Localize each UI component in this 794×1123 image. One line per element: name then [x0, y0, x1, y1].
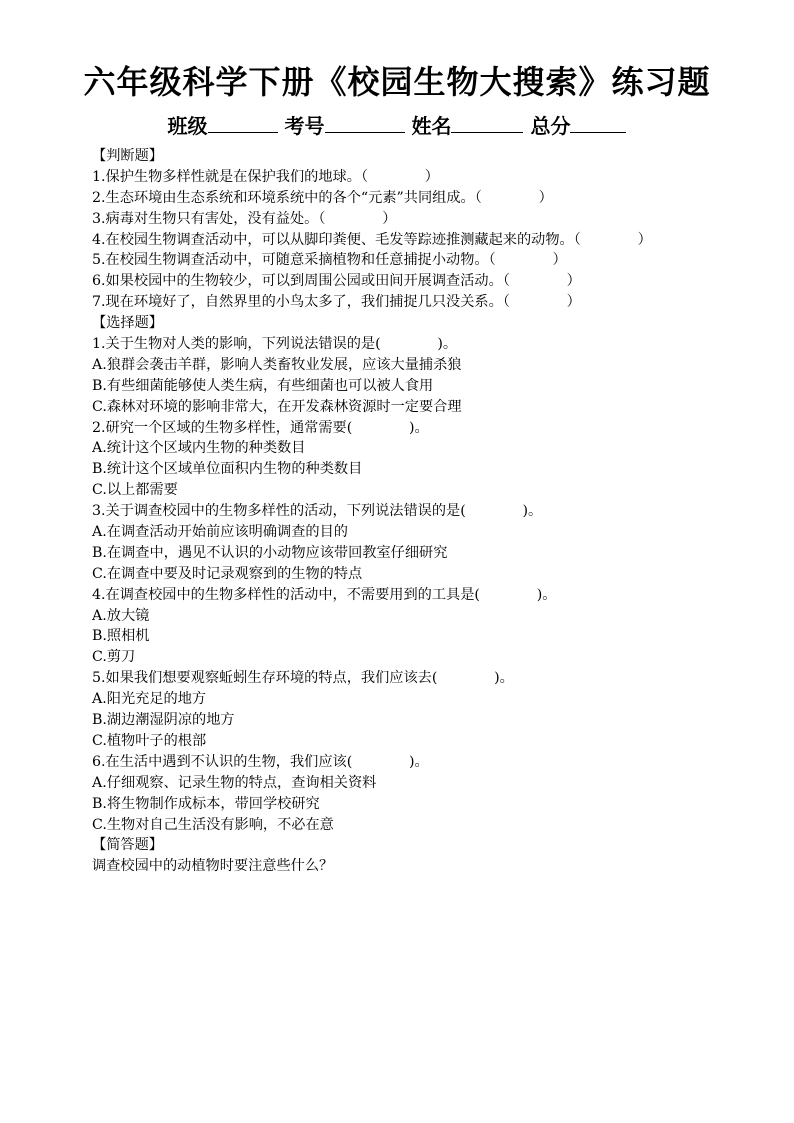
- choice-option: B.有些细菌能够使人类生病，有些细菌也可以被人食用: [92, 377, 434, 394]
- short-answer-question: 调查校园中的动植物时要注意些什么？: [92, 858, 334, 875]
- judge-question: 2.生态环境由生态系统和环境系统中的各个“元素”共同组成。（ ）: [92, 189, 553, 206]
- choice-option: B.湖边潮湿阴凉的地方: [92, 712, 235, 729]
- choice-option: B.在调查中，遇见不认识的小动物应该带回教室仔细研究: [92, 544, 448, 561]
- choice-option: A.阳光充足的地方: [92, 691, 207, 708]
- judge-question: 4.在校园生物调查活动中，可以从脚印粪便、毛发等踪迹推测藏起来的动物。（ ）: [92, 231, 652, 248]
- choice-option: C.以上都需要: [92, 482, 178, 499]
- choice-option: A.统计这个区域内生物的种类数目: [92, 440, 306, 457]
- choice-question: 4.在调查校园中的生物多样性的活动中，不需要用到的工具是( )。: [92, 586, 557, 603]
- short-answer-section-heading: 【简答题】: [92, 837, 163, 854]
- choice-option: C.在调查中要及时记录观察到的生物的特点: [92, 565, 363, 582]
- choice-option: A.狼群会袭击羊群，影响人类畜牧业发展，应该大量捕杀狼: [92, 356, 462, 373]
- choice-option: C.植物叶子的根部: [92, 732, 207, 749]
- judge-question: 6.如果校园中的生物较少，可以到周围公园或田间开展调查活动。（ ）: [92, 273, 581, 290]
- score-label: 总分: [530, 114, 571, 138]
- judge-question: 3.病毒对生物只有害处，没有益处。（ ）: [92, 210, 397, 227]
- choice-question: 2.研究一个区域的生物多样性，通常需要( )。: [92, 419, 429, 436]
- choice-option: C.森林对环境的影响非常大，在开发森林资源时一定要合理: [92, 398, 462, 415]
- judge-section-heading: 【判断题】: [92, 148, 163, 164]
- score-blank[interactable]: [570, 112, 626, 133]
- choice-question: 5.如果我们想要观察蚯蚓生存环境的特点，我们应该去( )。: [92, 670, 514, 687]
- choice-section-heading: 【选择题】: [92, 315, 163, 332]
- choice-question: 6.在生活中遇到不认识的生物，我们应该( )。: [92, 753, 429, 770]
- choice-option: B.将生物制作成标本，带回学校研究: [92, 795, 320, 812]
- question-content: [92, 146, 772, 877]
- judge-question: 7.现在环境好了，自然界里的小鸟太多了，我们捕捉几只没关系。（ ）: [92, 294, 581, 311]
- class-label: 班级: [167, 114, 208, 138]
- judge-question: 1.保护生物多样性就是在保护我们的地球。（ ）: [92, 168, 439, 185]
- name-blank[interactable]: [451, 112, 523, 133]
- choice-option: B.照相机: [92, 628, 150, 645]
- choice-option: A.仔细观察、记录生物的特点，查询相关资料: [92, 774, 377, 791]
- choice-question: 3.关于调查校园中的生物多样性的活动，下列说法错误的是( )。: [92, 503, 543, 520]
- student-info-row: [0, 112, 794, 139]
- judge-question: 5.在校园生物调查活动中，可随意采摘植物和任意捕捉小动物。（ ）: [92, 252, 567, 269]
- name-label: 姓名: [411, 114, 452, 138]
- exam-number-label: 考号: [284, 114, 325, 138]
- class-blank[interactable]: [208, 112, 278, 133]
- choice-option: C.剪刀: [92, 649, 136, 666]
- choice-option: A.放大镜: [92, 607, 150, 624]
- page-title: 六年级科学下册《校园生物大搜索》练习题: [83, 63, 711, 101]
- choice-question: 1.关于生物对人类的影响，下列说法错误的是( )。: [92, 336, 458, 353]
- exam-number-blank[interactable]: [325, 112, 405, 133]
- choice-option: C.生物对自己生活没有影响，不必在意: [92, 816, 334, 833]
- choice-option: B.统计这个区域单位面积内生物的种类数目: [92, 461, 363, 478]
- choice-option: A.在调查活动开始前应该明确调查的目的: [92, 524, 348, 541]
